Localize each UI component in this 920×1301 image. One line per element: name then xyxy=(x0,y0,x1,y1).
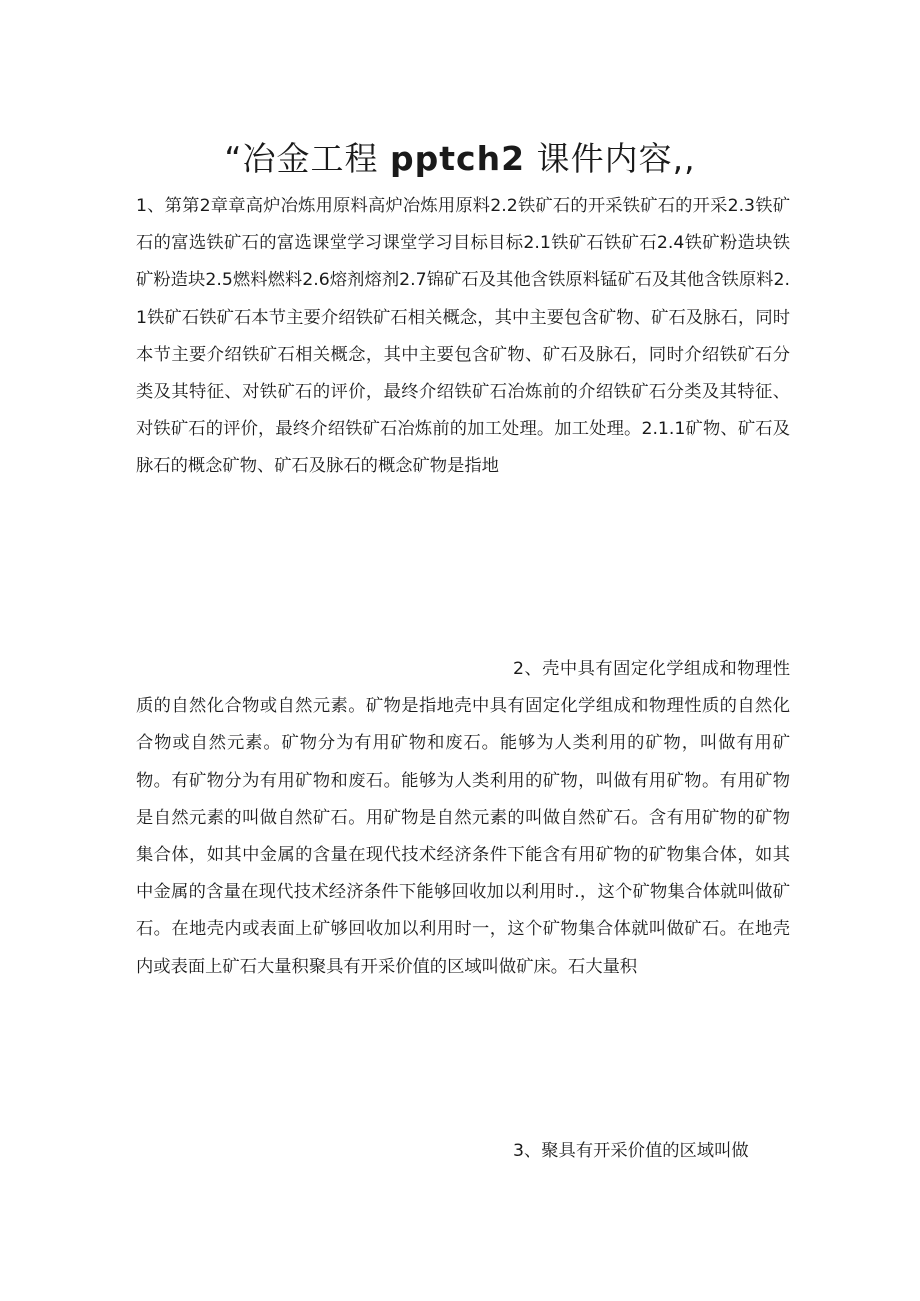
document-title xyxy=(0,136,920,182)
paragraph-3: 3、聚具有开采价值的区域叫做 xyxy=(513,1141,749,1161)
title-close-quote: ,, xyxy=(672,139,696,178)
title-text-part2: 课件内容 xyxy=(536,139,673,178)
title-text-part1: 冶金工程 xyxy=(242,139,379,178)
paragraph-2: 2、壳中具有固定化学组成和物理性质的自然化合物或自然元素。矿物是指地壳中具有固定化学组成和物理性质的自然化合物或自然元素。矿物分为有用矿物和废石。能够为人类利用的矿物，叫做有用矿物。有矿物分为有用矿物和废石。能够为人类利用的矿物，叫做有用矿物。有用矿物是自然元素的叫做自然矿石。用矿物是自然元素的叫做自然矿石。含有用矿物的矿物集合体，如其中金属的含量在现代技术经济条件下能含有用矿物的矿物集合体，如其中金属的含量在现代技术经济条件下能够回收加以利用时.，这个矿物集合体就叫做矿石。在地壳内或表面上矿够回收加以利用时一，这个矿物集合体就叫做矿石。在地壳内或表面上矿石大量积聚具有开采价值的区域叫做矿床。石大量积 xyxy=(136,659,790,977)
title-open-quote: “ xyxy=(224,139,243,178)
title-text-bold: pptch2 xyxy=(390,139,526,178)
paragraph-1: 1、第第2章章高炉冶炼用原料高炉冶炼用原料2.2铁矿石的开采铁矿石的开采2.3铁矿石的富选铁矿石的富选课堂学习课堂学习目标目标2.1铁矿石铁矿石2.4铁矿粉造块铁矿粉造块2.5燃料燃料2.6熔剂熔剂2.7锦矿石及其他含铁原料锰矿石及其他含铁原料2.1铁矿石铁矿石本节主要介绍铁矿石相关概念，其中主要包含矿物、矿石及脉石，同时本节主要介绍铁矿石相关概念，其中主要包含矿物、矿石及脉石，同时介绍铁矿石分类及其特征、对铁矿石的评价，最终介绍铁矿石冶炼前的介绍铁矿石分类及其特征、对铁矿石的评价，最终介绍铁矿石冶炼前的加工处理。加工处理。2.1.1矿物、矿石及脉石的概念矿物、矿石及脉石的概念矿物是指地 xyxy=(136,196,790,477)
